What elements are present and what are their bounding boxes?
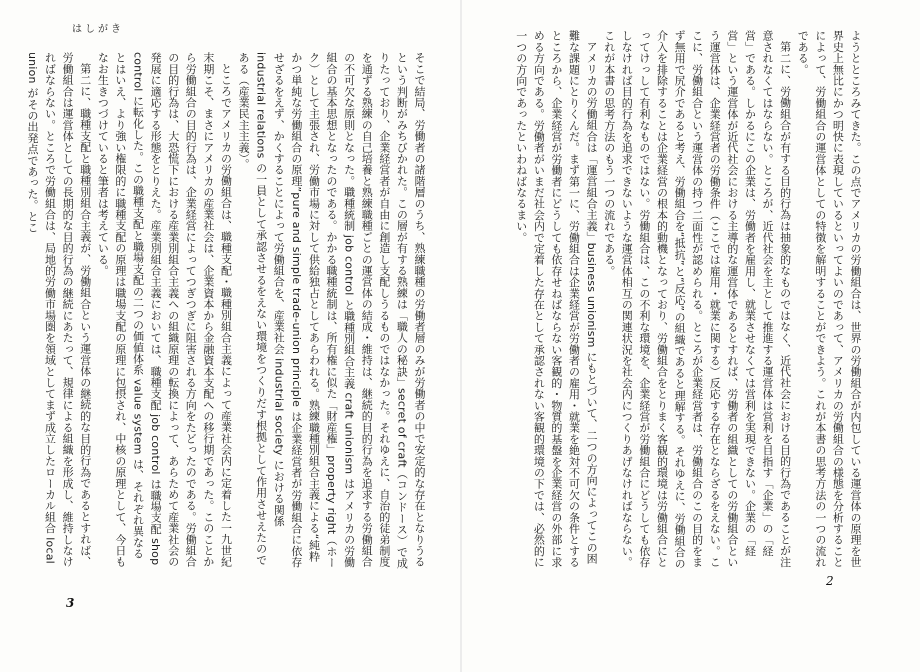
paragraph: 第二に、職種支配と職種別組合主義が、労働組合という運営体の継続的な目的行為であるとすれば、労働組合は運営体としての長期的な目的行為の継続にあたって、規律による組織を形成し、維持しなければならない。ところで労働組合は、局地的労働市場圏を領域としてまず成立したローカル組合 local union がその出発点であった。とこ: [25, 52, 92, 568]
paragraph: アメリカの労働組合は「運営組合主義」business unionism にもとづいて、二つの方向によってこの困難な課題にとりくんだ。まず第一に、労働組合は企業経営が労働者の雇用・就業を絶対不可欠の条件とするところから、企業経営が労働者にどうしても依存せねばならない客観的・物質的基盤を企業経営の外部に求める方向である。労働者がいまだ社会内で定着した存在として承認されない客観的環境の下では、必然的に一つの方向であったといわねばなるまい。: [514, 30, 599, 568]
paragraph: そこで結局、労働者の諸階層のうち、熟練職種の労働者層のみが労働者の中で安定的な存在となりうるという判断がみちびかれた。この層が有する熟練は「職人の秘訣」secret of craft（コンドース）で成りたっており、企業経営者が自由に創造し支配しうるものではなかった。それゆえに、自治的徒弟制度を通ずる熟練の自己培養と熟練職種ごとの運営体の結成・維持は、継続的目的行為を追求する労働組合の不可欠な原則となった。職種統制 job control と職種別組合主義 craft unionism はアメリカの労働組合の基本思想となったのである。かかる職種統制は、所有権に似た「財産権」property right（ホーク）として主張され、労働市場に対して供給独占としてあらわれる。熟練職種別組合主義による“純粋かつ単純な労働組合の原理”pure and simple trade-union principle は企業経営者が労働組合に依存せざるをえず、かくすることによって労働組合を、産業社会 industrial society における関係 industrial relations の一員として承認させるをえない環境をつくりだす根拠として作用させえたのである（産業民主主義）。: [237, 52, 426, 569]
page-number: 3: [66, 596, 75, 610]
right-page: [462, 0, 920, 672]
right-page-body-text: [494, 30, 864, 570]
paragraph: ようとところみてきた。この点でアメリカの労働組合は、世界の労働組合が内包している運営体の原理を世界史上無比にかつ明快に表現しているといってよいのであって、アメリカの労働組合の様態を分析することによって、労働組合の運営体としての特徴を解明することができよう。これが本書の思考方法の一つの流れである。: [796, 30, 862, 568]
paragraph: 第二に、労働組合が有する目的行為は抽象的なものではなく、近代社会における目的行為であることが注意されなくてはならない。ところが、近代社会を主として推進する運営体は営利を目指す「企業」の「経営」である。しかるにこの企業は、労働者を雇用し、就業させなくては営利を実現できない。企業の「経営」という運営体が近代社会における主導的な運営体であるとすれば、労働者の組織としての労働組合という運営体は、企業経営者の労働条件（ここでは雇用・就業に関する）反応する存在とならざるをえない。ここに、労働組合という運営体の持つ二面性が認められる。ところが企業経営者は、労働組合のこの目的をまず無用で尻介であると考え、労働組合を“抵抗”と“反応”の組織であると理解する。それゆえに、労働組合の介入を排除することは企業経営の根本的動機となっており、労働組合をとりまく客観的環境は労働組合にとってけっして有利なものではない。労働組合は、この不利な環境を、企業経営が労働組合にどうしても依存しなければ目的行為を追求できないような運営体相互の関連状況を社会内につくりあげなければならない。これが本書の思考方法のもう一つの流れである。: [602, 30, 792, 569]
running-head: はしがき: [72, 24, 124, 35]
paragraph: ところでアメリカの労働組合は、職種支配・職種別組合主義によって産業社会内に定着した一九世紀末期こそ、まさにアメリカの産業社会は、企業資本から金融資本支配への移行期であった。このことから労働組合の目的行為は、企業経営によってつぎつぎに阻害される方向をたどったのである。労働組合の目的行為は、大恐慌下における産業別組合主義への組織原理の転換によって、あらためて産業社会の発展に適応する形態をとりえた。産業別組合主義においては、職種支配 job control は職場支配 shop control に転化した。この職種支配と職場支配の二つの価値体系 value system は、それぞれ異なるとはいえ、より強い権限的に職種支配の原理は職場支配の原理に包摂され、中核の原理として、今日もなお生きつづけていると筆者は考えている。: [96, 52, 233, 568]
page-number: 2: [826, 574, 834, 588]
left-page-body-text: [25, 52, 428, 570]
